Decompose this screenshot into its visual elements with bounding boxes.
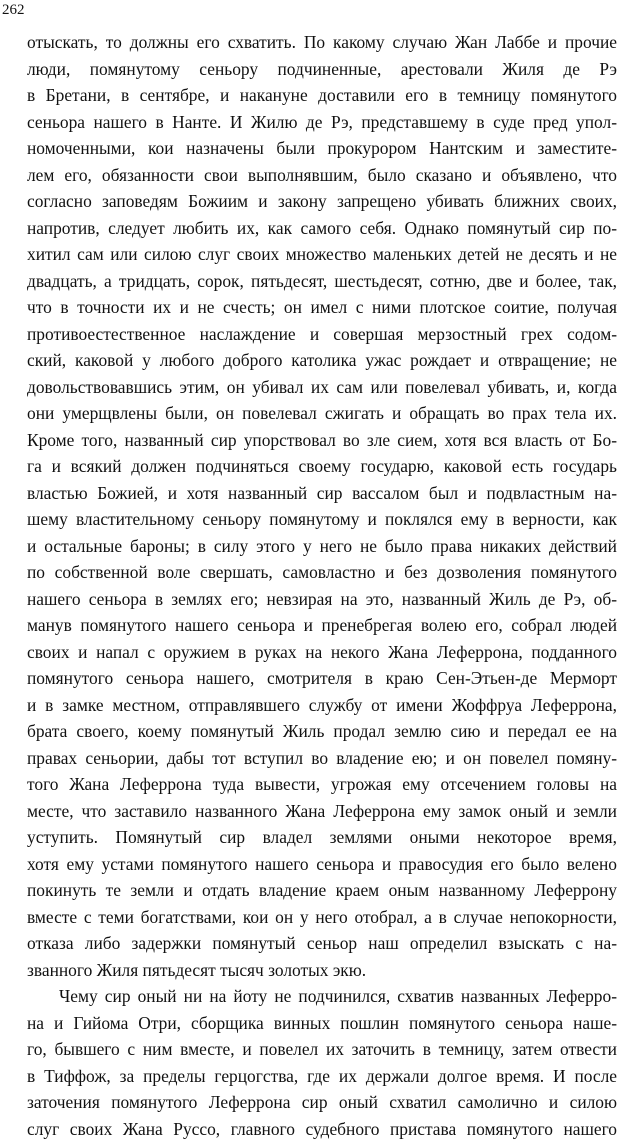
text-line: званного Жиля пятьдесят тысяч золотых экю. [27, 957, 617, 984]
page-number: 262 [2, 2, 25, 18]
text-line: согласно заповедям Божиим и закону запрещено убивать ближних своих, [27, 188, 617, 215]
text-line: Чему сир оный ни на йоту не подчинился, схватив названных Леферро- [27, 983, 617, 1010]
text-line: помянутого сеньора нашего, смотрителя в краю Сен-Этьен-де Мерморт [27, 665, 617, 692]
text-line: властью Божией, и хотя названный сир вассалом был и подвластным на- [27, 480, 617, 507]
text-line: отыскать, то должны его схватить. По какому случаю Жан Лаббе и прочие [27, 29, 617, 56]
body-text [27, 29, 617, 1142]
text-line: заточения помянутого Леферрона сир оный схватил самолично и силою [27, 1089, 617, 1116]
text-line: что в точности их и не счесть; он имел с ними плотское соитие, получая [27, 294, 617, 321]
text-line: брата своего, коему помянутый Жиль продал землю сию и передал ее на [27, 718, 617, 745]
text-line: манув помянутого нашего сеньора и пренебрегая волею его, собрал людей [27, 612, 617, 639]
text-line: уступить. Помянутый сир владел землями оными некоторое время, [27, 824, 617, 851]
text-line: отказа либо задержки помянутый сеньор наш определил взыскать с на- [27, 930, 617, 957]
text-line: сеньора нашего в Нанте. И Жилю де Рэ, представшему в суде пред упол- [27, 109, 617, 136]
text-line: вместе с теми богатствами, кои он у него отобрал, а в случае непокорности, [27, 904, 617, 931]
text-line: того Жана Леферрона туда вывести, угрожая ему отсечением головы на [27, 771, 617, 798]
text-line: покинуть те земли и отдать владение краем оным названному Леферрону [27, 877, 617, 904]
text-line: нашего сеньора в землях его; невзирая на это, названный Жиль де Рэ, об- [27, 586, 617, 613]
text-line: месте, что заставило названного Жана Леферрона ему замок оный и земли [27, 798, 617, 825]
text-line: Кроме того, названный сир упорствовал во зле сием, хотя вся власть от Бо- [27, 427, 617, 454]
text-line: люди, помянутому сеньору подчиненные, арестовали Жиля де Рэ [27, 56, 617, 83]
text-line: и остальные бароны; в силу этого у него не было права никаких действий [27, 533, 617, 560]
text-line: они умерщвлены были, он повелевал сжигать и обращать во прах тела их. [27, 400, 617, 427]
text-line: в Бретани, в сентябре, и накануне доставили его в темницу помянутого [27, 82, 617, 109]
text-line: своих и напал с оружием в руках на некого Жана Леферрона, подданного [27, 639, 617, 666]
text-line: слуг своих Жана Руссо, главного судебного пристава помянутого нашего [27, 1116, 617, 1142]
text-line: правах сеньории, дабы тот вступил во владение ею; и он повелел помяну- [27, 745, 617, 772]
text-line: лем его, обязанности свои выполнявшим, было сказано и объявлено, что [27, 162, 617, 189]
text-line: в Тиффож, за пределы герцогства, где их держали долгое время. И после [27, 1063, 617, 1090]
text-line: напротив, следует любить их, как самого себя. Однако помянутый сир по- [27, 215, 617, 242]
text-line: хитил сам или силою слуг своих множество маленьких детей не десять и не [27, 241, 617, 268]
text-line: ский, каковой у любого доброго католика ужас рождает и отвращение; не [27, 347, 617, 374]
text-line: номоченными, кои назначены были прокурором Нантским и заместите- [27, 135, 617, 162]
text-line: шему властительному сеньору помянутому и поклялся ему в верности, как [27, 506, 617, 533]
text-line: противоестественное наслаждение и совершая мерзостный грех содом- [27, 321, 617, 348]
text-line: и в замке местном, отправлявшего службу от имени Жоффруа Леферрона, [27, 692, 617, 719]
text-line: двадцать, а тридцать, сорок, пятьдесят, шестьдесят, сотню, две и более, так, [27, 268, 617, 295]
text-line: по собственной воле свершать, самовластно и без дозволения помянутого [27, 559, 617, 586]
text-line: довольствовавшись этим, он убивал их сам или повелевал убивать, и, когда [27, 374, 617, 401]
text-line: га и всякий должен подчиняться своему государю, каковой есть государь [27, 453, 617, 480]
text-line: го, бывшего с ним вместе, и повелел их заточить в темницу, затем отвести [27, 1036, 617, 1063]
text-line: хотя ему устами помянутого нашего сеньора и правосудия его было велено [27, 851, 617, 878]
text-line: на и Гийома Отри, сборщика винных пошлин помянутого сеньора наше- [27, 1010, 617, 1037]
